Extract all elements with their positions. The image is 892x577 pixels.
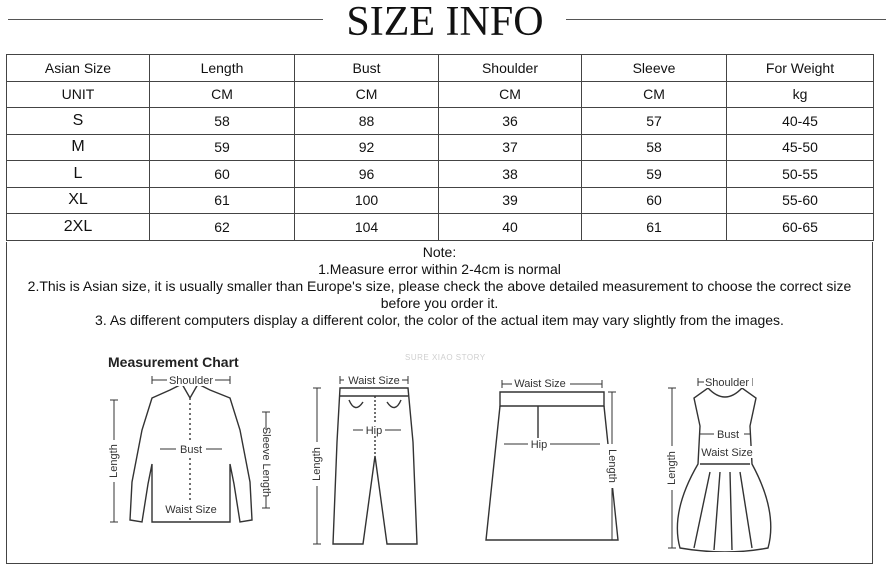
dress-waist-label: Waist Size [701, 447, 753, 459]
table-cell: 40-45 [727, 108, 874, 135]
table-cell: 60 [150, 161, 295, 188]
pants-length-label: Length [311, 447, 323, 481]
note-line-2: 2.This is Asian size, it is usually smaller than Europe's size, please check the above detailed measurement to choose the correct size [27, 278, 852, 294]
note-title: Note: [422, 244, 457, 260]
size-label: S [7, 108, 150, 135]
skirt-hip-label: Hip [530, 439, 548, 451]
shirt-diagram [100, 372, 280, 544]
table-cell: 60-65 [727, 214, 874, 241]
shirt-sleeve-label: Sleeve Length [260, 426, 272, 498]
page-title: SIZE INFO [346, 0, 544, 45]
table-row [7, 161, 874, 188]
shirt-bust-label: Bust [179, 444, 203, 456]
table-cell: 59 [582, 161, 727, 188]
units-row [7, 81, 874, 108]
size-label: XL [7, 187, 150, 214]
shirt-shoulder-label: Shoulder [168, 375, 214, 387]
table-cell: 58 [582, 134, 727, 161]
unit-cell: CM [295, 81, 439, 108]
skirt-waist-label: Waist Size [514, 378, 566, 390]
skirt-length-label: Length [606, 449, 618, 483]
unit-cell: kg [727, 81, 874, 108]
column-header: Length [150, 55, 295, 82]
table-cell: 104 [295, 214, 439, 241]
shirt-length-label: Length [108, 444, 120, 478]
table-cell: 59 [150, 134, 295, 161]
dress-shoulder-label: Shoulder [704, 377, 750, 389]
note-line-2-continued: before you order it. [380, 295, 499, 311]
table-cell: 92 [295, 134, 439, 161]
size-label: L [7, 161, 150, 188]
table-row [7, 134, 874, 161]
table-cell: 58 [150, 108, 295, 135]
table-cell: 55-60 [727, 187, 874, 214]
dress-diagram [660, 372, 780, 552]
table-row [7, 108, 874, 135]
dress-bust-label: Bust [716, 429, 740, 441]
column-header: For Weight [727, 55, 874, 82]
pants-waist-label: Waist Size [348, 375, 400, 387]
table-cell: 50-55 [727, 161, 874, 188]
column-header: Sleeve [582, 55, 727, 82]
table-cell: 40 [439, 214, 582, 241]
table-cell: 37 [439, 134, 582, 161]
unit-cell: CM [439, 81, 582, 108]
table-cell: 57 [582, 108, 727, 135]
note-line-3: 3. As different computers display a different color, the color of the actual item may vary slightly from the images. [95, 312, 784, 328]
pants-diagram [305, 372, 425, 550]
unit-cell: CM [150, 81, 295, 108]
table-cell: 96 [295, 161, 439, 188]
shirt-waist-label: Waist Size [165, 504, 217, 516]
table-row [7, 214, 874, 241]
dress-length-label: Length [666, 451, 678, 485]
table-cell: 36 [439, 108, 582, 135]
column-header: Shoulder [439, 55, 582, 82]
note-line-1: 1.Measure error within 2-4cm is normal [318, 261, 561, 277]
table-row [7, 187, 874, 214]
header-divider-left [8, 19, 323, 20]
size-label: M [7, 134, 150, 161]
size-table [6, 54, 874, 241]
table-header-row [7, 55, 874, 82]
table-cell: 38 [439, 161, 582, 188]
table-cell: 62 [150, 214, 295, 241]
table-cell: 88 [295, 108, 439, 135]
unit-cell: UNIT [7, 81, 150, 108]
skirt-diagram [480, 372, 630, 550]
size-label: 2XL [7, 214, 150, 241]
table-cell: 45-50 [727, 134, 874, 161]
column-header: Bust [295, 55, 439, 82]
unit-cell: CM [582, 81, 727, 108]
pants-hip-label: Hip [365, 425, 383, 437]
header [0, 0, 892, 52]
table-cell: 61 [582, 214, 727, 241]
measurement-chart-title: Measurement Chart [108, 354, 239, 370]
table-cell: 100 [295, 187, 439, 214]
table-cell: 39 [439, 187, 582, 214]
table-cell: 61 [150, 187, 295, 214]
table-cell: 60 [582, 187, 727, 214]
header-divider-right [566, 19, 886, 20]
column-header: Asian Size [7, 55, 150, 82]
watermark: SURE XIAO STORY [405, 353, 486, 362]
